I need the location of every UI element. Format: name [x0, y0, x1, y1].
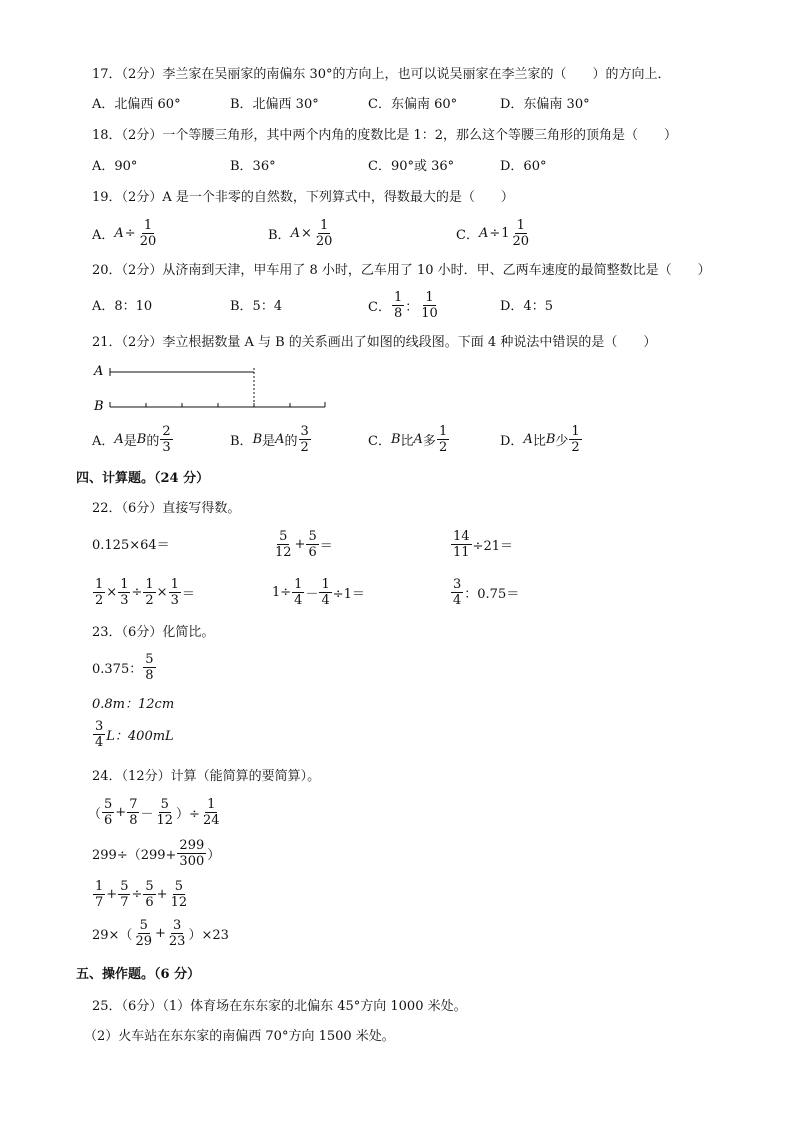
q17-option-a: A．北偏西 60°	[92, 97, 181, 112]
q22-expr-3: $\frac{14}{11}$ ÷21＝	[453, 529, 513, 560]
q22-stem: 22．（6分）直接写得数。	[92, 501, 241, 516]
q20-option-b: B．5：4	[230, 299, 283, 314]
q20-option-d: D．4：5	[500, 299, 553, 314]
q18-stem: 18．（2分）一个等腰三角形，其中两个内角的度数比是 1：2，那么这个等腰三角形的顶角是（ ）	[92, 128, 677, 143]
q21-stem: 21．（2分）李立根据数量 A 与 B 的关系画出了如图的线段图。下面 4 种说法中错误的是（ ）	[92, 335, 657, 350]
q19-option-a: A． A ÷ $\frac{1}{20}$	[92, 218, 157, 249]
q22-expr-6: 3 4 ：0.75＝	[453, 577, 520, 608]
q25-line-1: 25．（6分）（1）体育场在东东家的北偏东 45°方向 1000 米处。	[92, 999, 467, 1014]
q19-option-b: B． A × $\frac{1}{20}$	[268, 218, 333, 249]
q18-option-b: B．36°	[230, 159, 276, 174]
q18-option-c: C．90°或 36°	[368, 159, 455, 174]
q23-ratio-2: 0.8m：12cm	[92, 697, 175, 712]
q19-stem: 19．（2分）A 是一个非零的自然数，下列算式中，得数最大的是（ ）	[92, 190, 514, 205]
q24-calc-2: 299÷（299+ $\frac{299}{300}$ ）	[92, 838, 221, 869]
segment-diagram	[90, 360, 330, 412]
q17-option-c: C．东偏南 60°	[368, 97, 458, 112]
q22-expr-1: 0.125×64＝	[92, 538, 170, 553]
q24-calc-1: （ 5 6 + $\frac{7}{8}$ － 5 12 ）÷ $\frac{1}{24}$	[88, 797, 220, 828]
segment-label-b: B	[94, 399, 104, 412]
q21-option-b: B． B 是 A 的 3 2	[230, 424, 309, 455]
q20-option-a: A．8：10	[92, 299, 153, 314]
q17-option-b: B．北偏西 30°	[230, 97, 319, 112]
segment-b-ticks	[110, 402, 325, 407]
section-5-heading: 五、操作题。（6 分）	[76, 967, 201, 982]
q23-ratio-1: 0.375： 5 8	[92, 652, 154, 683]
q22-expr-4: $\frac{1}{2}$ × $\frac{1}{3}$ ÷ $\frac{1}{2}$ × $\frac{1}{3}$ ＝	[95, 577, 195, 608]
segment-label-a: A	[94, 364, 104, 379]
q21-option-c: C． B 比 A 多 1 2	[368, 424, 448, 455]
q21-option-d: D． A 比 B 少 1 2	[500, 424, 580, 455]
q23-stem: 23．（6分）化简比。	[92, 625, 215, 640]
q18-option-d: D．60°	[500, 159, 547, 174]
q22-expr-2: 5 12 + $\frac{5}{6}$ ＝	[275, 529, 333, 560]
q21-option-a: A． A 是 B 的 2 3	[92, 424, 171, 455]
q25-line-2: （2）火车站在东东家的南偏西 70°方向 1500 米处。	[84, 1029, 395, 1044]
q24-stem: 24．（12分）计算（能简算的要简算）。	[92, 769, 321, 784]
q20-option-c: C． 1 8 ： 1 10	[368, 290, 438, 321]
section-4-heading: 四、计算题。（24 分）	[76, 471, 210, 486]
q17-stem: 17．（2分）李兰家在吴丽家的南偏东 30°的方向上，也可以说吴丽家在李兰家的（ ）的方向上．	[92, 67, 671, 82]
q24-calc-4: 29×（ 5 29 + $\frac{3}{23}$ ）×23	[92, 918, 229, 949]
q20-stem: 20．（2分）从济南到天津，甲车用了 8 小时，乙车用了 10 小时．甲、乙两车速度的最简整数比是（ ）	[92, 263, 711, 278]
q24-calc-3: 1 7 + $\frac{5}{7}$ ÷ $\frac{5}{6}$ + $\frac{5}{12}$	[95, 879, 188, 910]
q22-expr-5: 1÷ $\frac{1}{4}$ － $\frac{1}{4}$ ÷1＝	[272, 577, 365, 608]
q23-ratio-3: 3 4 L：400mL	[95, 719, 174, 750]
q19-option-c: C． A ÷ 1 1 20	[456, 218, 530, 249]
q18-option-a: A．90°	[92, 159, 138, 174]
q17-option-d: D．东偏南 30°	[500, 97, 590, 112]
